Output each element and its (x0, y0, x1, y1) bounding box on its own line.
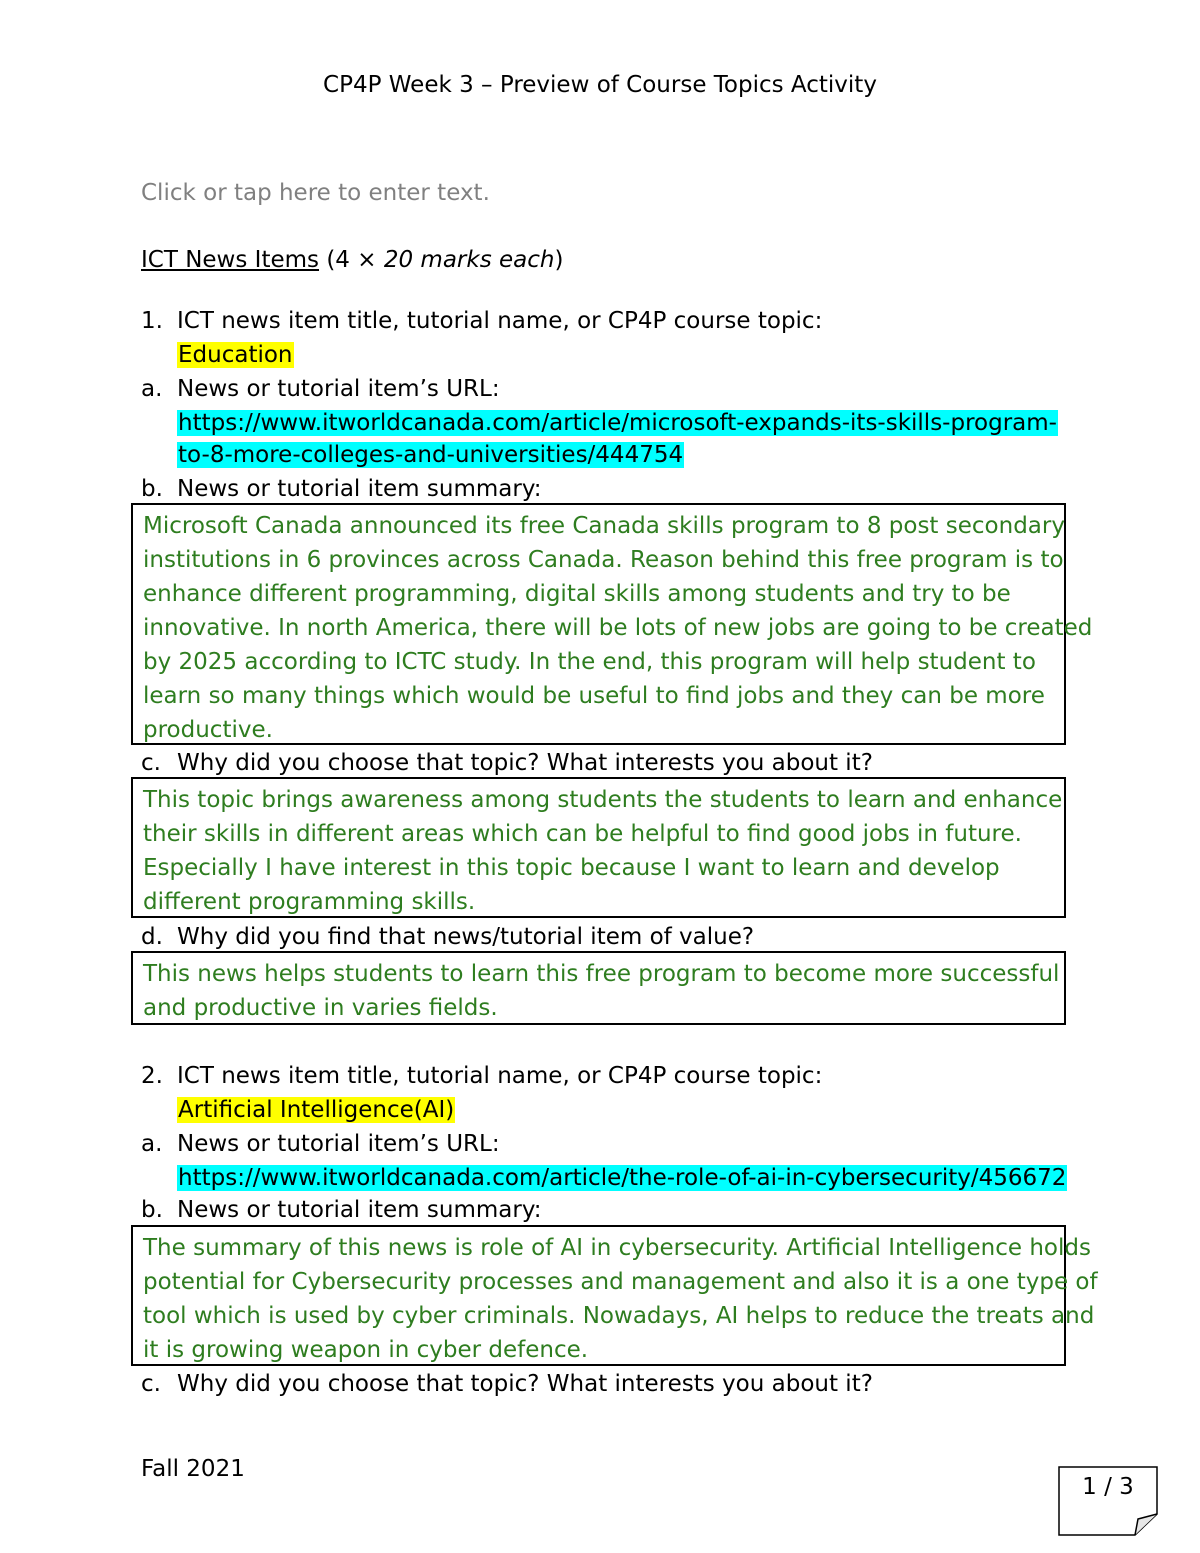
list-marker: a. (141, 376, 163, 402)
item-url-link[interactable]: https://www.itworldcanada.com/article/the-role-of-ai-in-cybersecurity/456672 (178, 1165, 1067, 1191)
list-marker: c. (141, 750, 161, 776)
page-counter-label: 1 / 3 (1082, 1474, 1134, 1500)
answer-line: This topic brings awareness among students the students to learn and enhance (143, 787, 1063, 813)
list-marker: a. (141, 1131, 163, 1157)
value-answer-box[interactable] (131, 951, 1066, 1025)
section-heading-mult: × (349, 247, 384, 273)
section-heading-marks: 20 marks each (383, 247, 555, 273)
answer-line: Microsoft Canada announced its free Canada skills program to 8 post secondary (143, 513, 1065, 539)
item-url-line[interactable] (177, 406, 1058, 440)
item-question-title: ICT news item title, tutorial name, or CP4P course topic: (177, 308, 823, 334)
answer-line: This news helps students to learn this free program to become more successful (143, 961, 1060, 987)
answer-line: it is growing weapon in cyber defence. (143, 1337, 589, 1363)
answer-line: by 2025 according to ICTC study. In the end, this program will help student to (143, 649, 1036, 675)
section-heading (141, 243, 563, 277)
item-why-label: Why did you choose that topic? What interests you about it? (177, 750, 873, 776)
summary-answer-box[interactable] (131, 1225, 1098, 1366)
page-footer: Fall 2021 (141, 1456, 245, 1482)
list-marker: b. (141, 1197, 163, 1223)
item-url-line[interactable] (177, 1161, 1067, 1195)
item-url-label: News or tutorial item’s URL: (177, 1131, 500, 1157)
answer-line: learn so many things which would be useful to find jobs and they can be more (143, 683, 1045, 709)
why-answer-box[interactable] (131, 777, 1066, 918)
answer-line: tool which is used by cyber criminals. Nowadays, AI helps to reduce the treats and (143, 1303, 1095, 1329)
item-why-label: Why did you choose that topic? What interests you about it? (177, 1371, 873, 1397)
item-summary-label: News or tutorial item summary: (177, 476, 542, 502)
item-summary-label: News or tutorial item summary: (177, 1197, 542, 1223)
item-question-title: ICT news item title, tutorial name, or CP4P course topic: (177, 1063, 823, 1089)
section-heading-open: (4 (319, 247, 350, 273)
item-topic (177, 1093, 455, 1127)
item-url-link[interactable]: https://www.itworldcanada.com/article/microsoft-expands-its-skills-program- (178, 410, 1057, 436)
answer-line: and productive in varies fields. (143, 995, 498, 1021)
document-title: CP4P Week 3 – Preview of Course Topics Activity (323, 72, 877, 98)
answer-line: their skills in different areas which can be helpful to find good jobs in future. (143, 821, 1022, 847)
section-heading-title: ICT News Items (141, 247, 320, 273)
item-topic-text[interactable]: Artificial Intelligence(AI) (178, 1097, 455, 1123)
answer-line: The summary of this news is role of AI in cybersecurity. Artificial Intelligence holds (143, 1235, 1091, 1261)
answer-line: potential for Cybersecurity processes and management and also it is a one type of (143, 1269, 1098, 1295)
summary-answer-box[interactable] (131, 503, 1093, 745)
list-marker: b. (141, 476, 163, 502)
item-number: 1. (141, 308, 163, 334)
text-entry-placeholder[interactable]: Click or tap here to enter text. (141, 180, 490, 206)
item-topic (177, 338, 294, 372)
item-value-label: Why did you find that news/tutorial item of value? (177, 924, 755, 950)
section-heading-close: ) (554, 247, 564, 273)
answer-line: enhance different programming, digital skills among students and try to be (143, 581, 1011, 607)
item-topic-text[interactable]: Education (178, 342, 293, 368)
item-url-label: News or tutorial item’s URL: (177, 376, 500, 402)
list-marker: c. (141, 1371, 161, 1397)
item-url-link[interactable]: to-8-more-colleges-and-universities/444754 (178, 442, 684, 468)
answer-line: innovative. In north America, there will be lots of new jobs are going to be created (143, 615, 1093, 641)
item-number: 2. (141, 1063, 163, 1089)
answer-line: institutions in 6 provinces across Canada. Reason behind this free program is to (143, 547, 1064, 573)
list-marker: d. (141, 924, 163, 950)
page-counter[interactable] (1058, 1466, 1158, 1536)
answer-line: productive. (143, 717, 273, 743)
answer-line: different programming skills. (143, 889, 476, 915)
item-url-line[interactable] (177, 438, 684, 472)
answer-line: Especially I have interest in this topic because I want to learn and develop (143, 855, 1000, 881)
